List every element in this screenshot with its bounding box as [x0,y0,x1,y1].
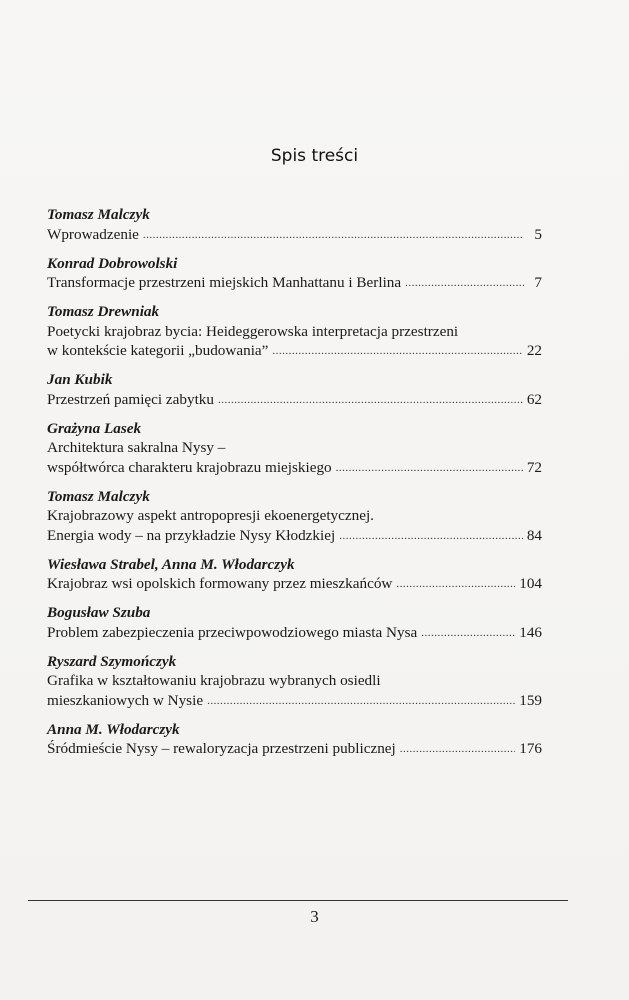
page-title: Spis treści [270,146,359,166]
dot-leader [272,342,522,362]
toc-entry [47,555,542,596]
toc-page-number: 104 [519,575,542,592]
toc-title-line [47,341,542,363]
table-of-contents [47,205,542,768]
toc-author: Jan Kubik [47,371,113,388]
dot-leader [396,575,515,595]
toc-entry [47,487,542,548]
footer-divider [28,900,568,901]
toc-entry [47,419,542,480]
toc-title: Problem zabezpieczenia przeciwpowodziowego miasta Nysa [47,623,418,641]
toc-author: Tomasz Malczyk [47,487,150,505]
toc-title: Grafika w kształtowaniu krajobrazu wybranych osiedli [47,672,381,689]
toc-title-line [47,574,542,596]
toc-title-line [47,273,542,295]
toc-title: mieszkaniowych w Nysie [47,691,204,709]
dot-leader [421,624,515,644]
toc-entry [47,302,542,363]
toc-entry [47,370,542,411]
toc-title: Krajobrazowy aspekt antropopresji ekoenergetycznej. [47,507,374,524]
dot-leader [405,274,524,294]
toc-page-number: 5 [534,225,542,243]
toc-title: Poetycki krajobraz bycia: Heideggerowska interpretacja przestrzeni [47,322,459,340]
dot-leader [207,692,515,712]
toc-author: Tomasz Malczyk [47,206,150,223]
toc-page-number: 176 [519,740,542,757]
toc-title: Przestrzeń pamięci zabytku [47,390,214,408]
toc-page-number: 84 [526,526,542,544]
toc-title-line [47,225,542,247]
toc-author: Wiesława Strabel, Anna M. Włodarczyk [47,555,295,573]
toc-title: Architektura sakralna Nysy – [47,439,226,456]
toc-title: Transformacje przestrzeni miejskich Manhattanu i Berlina [47,274,402,291]
toc-author: Anna M. Włodarczyk [47,720,180,738]
dot-leader [143,226,524,246]
toc-title: Energia wody – na przykładzie Nysy Kłodzkiej [47,526,336,544]
toc-entry [47,720,542,761]
footer-page-number: 3 [310,907,319,926]
toc-author: Grażyna Lasek [47,419,142,437]
toc-author: Konrad Dobrowolski [47,254,178,272]
toc-entry [47,652,542,713]
toc-title: Śródmieście Nysy – rewaloryzacja przestrzeni publicznej [47,740,396,757]
toc-title-line [47,526,542,548]
toc-title-line [47,691,542,713]
dot-leader [336,459,523,479]
toc-title: Krajobraz wsi opolskich formowany przez mieszkańców [47,575,393,592]
toc-title-line [47,739,542,761]
dot-leader [339,527,523,547]
toc-entry [47,603,542,644]
toc-page-number: 146 [519,623,542,641]
toc-title: współtwórca charakteru krajobrazu miejskiego [47,458,332,476]
dot-leader [218,391,523,411]
toc-page-number: 22 [526,342,542,359]
dot-leader [400,740,515,760]
toc-page-number: 7 [534,274,542,291]
toc-page-number: 62 [526,390,542,408]
toc-title: Wprowadzenie [47,225,139,243]
toc-page-number: 72 [526,458,542,476]
toc-entry [47,254,542,295]
toc-title: w kontekście kategorii „budowania” [47,342,269,359]
toc-title-line [47,623,542,645]
toc-author: Bogusław Szuba [47,604,151,621]
toc-title-line [47,458,542,480]
toc-author: Ryszard Szymończyk [47,652,177,670]
toc-entry [47,205,542,246]
toc-title-line [47,390,542,412]
toc-page-number: 159 [519,691,542,709]
toc-author: Tomasz Drewniak [47,303,160,320]
